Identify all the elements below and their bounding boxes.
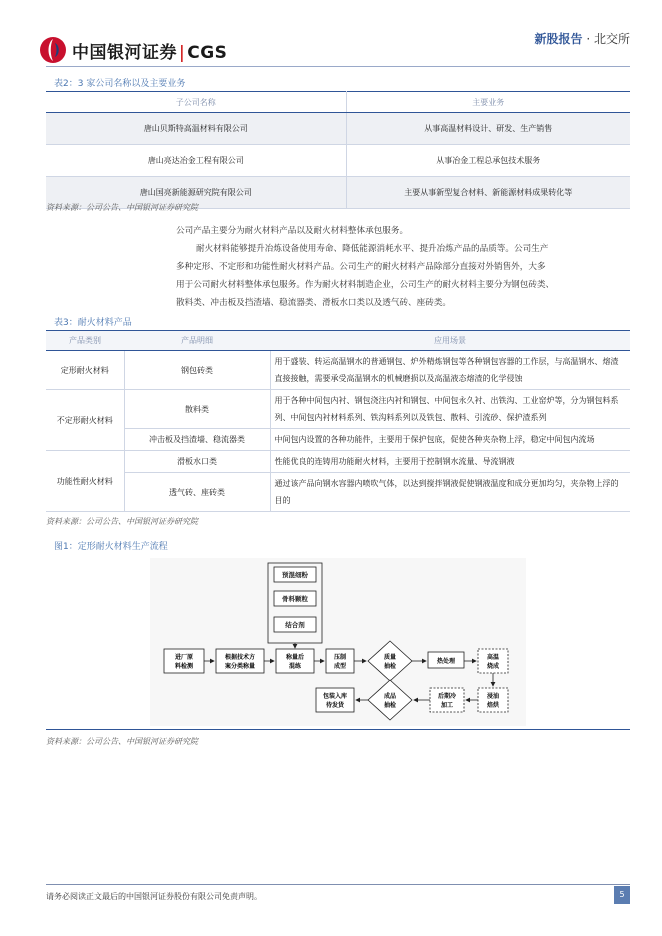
material-label: 骨料颗粒 bbox=[282, 595, 308, 603]
production-flow-diagram bbox=[150, 558, 526, 726]
flow-step-firing bbox=[478, 649, 508, 673]
flow-step-packaging bbox=[316, 688, 354, 712]
col-header-application: 应用场景 bbox=[270, 331, 630, 351]
material-label: 结合剂 bbox=[285, 621, 305, 629]
product-category: 定形耐火材料 bbox=[46, 351, 124, 390]
step-label: 抽检 bbox=[383, 663, 397, 670]
material-box bbox=[274, 617, 316, 632]
step-label: 成型 bbox=[333, 663, 347, 670]
step-label: 后期冷 bbox=[437, 693, 457, 700]
material-box bbox=[274, 567, 316, 582]
flow-step-oil-baking bbox=[478, 688, 508, 712]
footer-disclaimer: 请务必阅读正文最后的中国银河证券股份有限公司免责声明。 bbox=[46, 892, 262, 901]
step-label: 混练 bbox=[288, 663, 302, 670]
page-number: 5 bbox=[614, 886, 630, 904]
table-row bbox=[46, 390, 630, 429]
table-header-row bbox=[46, 92, 630, 113]
paragraph-2-line4: 散料类、冲击板及挡渣墙、稳流器类、滑板水口类以及透气砖、座砖类。 bbox=[176, 298, 452, 308]
body-text bbox=[46, 222, 630, 312]
step-label: 质量 bbox=[383, 654, 397, 661]
subsidiary-business: 从事冶金工程总承包技术服务 bbox=[346, 145, 630, 177]
col-header-business: 主要业务 bbox=[346, 92, 630, 113]
step-label: 根据技术方 bbox=[224, 654, 256, 661]
subsidiary-table bbox=[46, 91, 630, 209]
subsidiary-name: 唐山国亮新能源研究院有限公司 bbox=[46, 177, 346, 209]
table3-source: 资料来源：公司公告、中国银河证券研究院 bbox=[46, 517, 198, 526]
flow-step-pressing bbox=[326, 649, 354, 673]
step-label: 高温 bbox=[486, 654, 500, 661]
subsidiary-business: 主要从事新型复合材料、新能源材料成果转化等 bbox=[346, 177, 630, 209]
figure1-caption: 图1：定形耐火材料生产流程 bbox=[54, 542, 168, 552]
header-divider bbox=[46, 66, 630, 67]
product-detail: 冲击板及挡渣墙、稳流器类 bbox=[124, 429, 270, 451]
step-label: 包装入库 bbox=[322, 693, 348, 700]
material-label: 预混细粉 bbox=[282, 571, 308, 579]
step-label: 成品 bbox=[383, 693, 397, 700]
step-label: 焙烘 bbox=[486, 702, 500, 709]
subsidiary-name: 唐山贝斯特高温材料有限公司 bbox=[46, 113, 346, 145]
table-header-row bbox=[46, 331, 630, 351]
step-label: 进厂原 bbox=[174, 654, 194, 661]
col-header-detail: 产品明细 bbox=[124, 331, 270, 351]
step-label: 热处理 bbox=[436, 658, 456, 665]
table2-caption: 表2：3 家公司名称以及主要业务 bbox=[54, 79, 186, 89]
product-detail: 钢包砖类 bbox=[124, 351, 270, 390]
product-detail: 透气砖、座砖类 bbox=[124, 473, 270, 512]
step-label: 料检测 bbox=[174, 663, 194, 670]
table-row bbox=[46, 113, 630, 145]
figure1-source: 资料来源：公司公告、中国银河证券研究院 bbox=[46, 737, 198, 746]
step-label: 抽检 bbox=[383, 702, 397, 709]
table-row bbox=[46, 451, 630, 473]
subsidiary-business: 从事高温材料设计、研发、生产销售 bbox=[346, 113, 630, 145]
paragraph-2-line2: 多种定形、不定形和功能性耐火材料产品。公司生产的耐火材料产品除部分直接对外销售外，大多 bbox=[176, 262, 546, 272]
brand-name bbox=[72, 38, 227, 63]
step-label: 压制 bbox=[333, 654, 347, 661]
brand-name-en: CGS bbox=[187, 43, 228, 63]
company-logo-icon bbox=[38, 35, 68, 65]
report-type-label: 新股报告 bbox=[534, 32, 583, 46]
flow-step-weighing bbox=[216, 649, 264, 673]
product-category: 不定形耐火材料 bbox=[46, 390, 124, 451]
table3-caption: 表3：耐火材料产品 bbox=[54, 318, 132, 328]
product-detail: 滑板水口类 bbox=[124, 451, 270, 473]
application-scene: 通过该产品向钢水容器内喷吹气体，以达到搅拌钢液促使钢液温度和成分更加均匀，夹杂物上浮的目的 bbox=[270, 473, 630, 512]
refractory-products-table bbox=[46, 330, 630, 512]
flow-step-mixing bbox=[276, 649, 314, 673]
paragraph-1: 公司产品主要分为耐火材料产品以及耐火材料整体承包服务。 bbox=[176, 226, 409, 236]
report-type-dot: · bbox=[582, 32, 594, 46]
col-header-subsidiary: 子公司名称 bbox=[46, 92, 346, 113]
application-scene: 用于各种中间包内衬、钢包浇注内衬和钢包、中间包永久衬、出铁沟、工业窑炉等，分为钢包料系列、中间包内衬材料系列、铁沟料系列以及铁包、散料、引流砂、保护渣系列 bbox=[270, 390, 630, 429]
subsidiary-name: 唐山亮达冶金工程有限公司 bbox=[46, 145, 346, 177]
step-label: 烧成 bbox=[486, 663, 500, 670]
product-category: 功能性耐火材料 bbox=[46, 451, 124, 512]
step-label: 案分类称量 bbox=[224, 663, 256, 670]
application-scene: 用于盛装、转运高温钢水的普通钢包、炉外精炼钢包等各种钢包容器的工作层，与高温钢水、熔渣直接接触，需要承受高温钢水的机械磨损以及高温液态熔渣的化学侵蚀 bbox=[270, 351, 630, 390]
brand-separator: | bbox=[179, 43, 186, 63]
report-type bbox=[535, 30, 630, 47]
step-label: 称量后 bbox=[285, 654, 305, 661]
step-label: 加工 bbox=[440, 702, 454, 709]
paragraph-2-line3: 用于公司耐火材料整体承包服务。作为耐火材料制造企业，公司生产的耐火材料主要分为钢包砖类、 bbox=[176, 280, 555, 290]
brand-name-cn: 中国银河证券 bbox=[72, 43, 177, 63]
figure-divider bbox=[46, 729, 630, 730]
table-row bbox=[46, 351, 630, 390]
flow-step-heat-treatment bbox=[428, 652, 464, 668]
table-row bbox=[46, 145, 630, 177]
step-label: 浸油 bbox=[486, 693, 500, 700]
application-scene: 性能优良的连铸用功能耐火材料，主要用于控制钢水流量、导流钢液 bbox=[270, 451, 630, 473]
application-scene: 中间包内设置的各种功能件，主要用于保护包底，促使各种夹杂物上浮，稳定中间包内流场 bbox=[270, 429, 630, 451]
exchange-label: 北交所 bbox=[593, 32, 630, 46]
step-label: 待发货 bbox=[325, 702, 345, 709]
table-row bbox=[46, 473, 630, 512]
table-row bbox=[46, 429, 630, 451]
product-detail: 散料类 bbox=[124, 390, 270, 429]
footer-divider bbox=[46, 884, 630, 885]
material-box bbox=[274, 591, 316, 606]
flow-step-incoming-inspection bbox=[164, 649, 204, 673]
flow-step-cold-processing bbox=[430, 688, 464, 712]
table2-source: 资料来源：公司公告、中国银河证券研究院 bbox=[46, 203, 198, 212]
col-header-category: 产品类别 bbox=[46, 331, 124, 351]
paragraph-2-line1: 耐火材料能够提升冶炼设备使用寿命、降低能源消耗水平、提升冶炼产品的品质等。公司生产 bbox=[196, 244, 549, 254]
